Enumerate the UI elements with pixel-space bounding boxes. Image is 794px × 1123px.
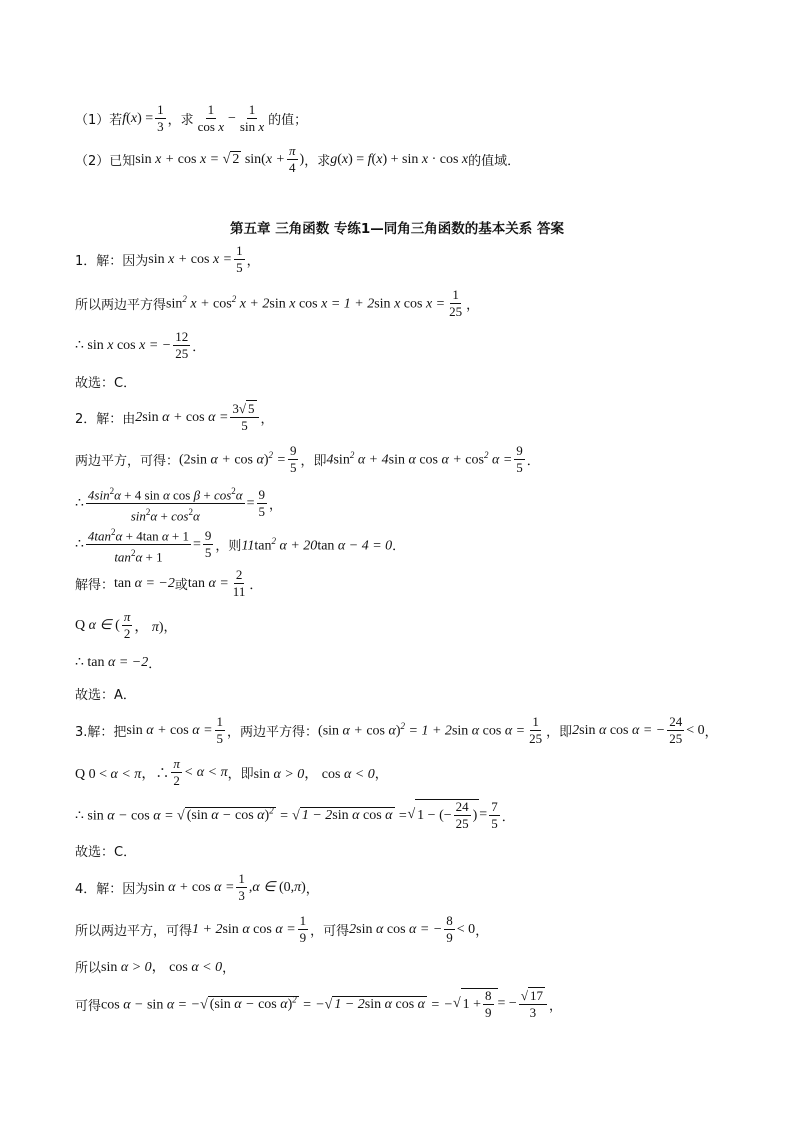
math: tan α = <box>187 575 229 591</box>
fraction: $\frac{1}{25}$ <box>449 287 463 319</box>
fraction: $\frac{\pi}{2}$ <box>173 756 180 788</box>
fraction: $\frac{1}{25}$ <box>529 714 543 746</box>
text: 两边平方，可得： <box>75 454 180 469</box>
answer-4-line-3: 所以 sin α > 0， cos α < 0 ， <box>75 956 235 976</box>
fraction: $\frac{7}{5}$ <box>491 798 498 831</box>
text: 3.解：把 <box>75 725 127 740</box>
fraction: $\frac{1}{\text{cos x}}$ <box>197 102 225 134</box>
math: $\sin^2 x + \cos^2 x + 2\sin$ x cos x = 1 + 2sin x cos x = <box>166 294 446 312</box>
fraction: $\frac{1}{3}$ <box>238 871 245 903</box>
math: < α < π <box>183 764 228 780</box>
math: Q 0 < α < π，∴ <box>75 766 170 782</box>
math: ,α ∈ (0,π) <box>248 880 306 895</box>
fraction: $\frac{4\sin^2\alpha + 4 \sin \alpha \cos \beta + \cos^2\alpha}{\sin^2\alpha + \cos^2\alpha}$ <box>87 486 243 524</box>
fraction: $\frac{\pi}{2}$ <box>123 609 131 641</box>
text: 故选：A． <box>75 688 136 703</box>
text: ，则 <box>215 539 242 555</box>
fraction: $\frac{8}{9}$ <box>446 913 453 945</box>
fraction: $\frac{2}{11}$ <box>232 567 246 599</box>
text: 故选：C． <box>75 376 137 391</box>
fraction: $\frac{1}{5}$ <box>236 243 243 275</box>
text: 所以 <box>75 960 102 976</box>
answer-3-choice <box>75 841 136 860</box>
math: (sin α + cos α)$^2$ = 1 + 2sin α cos α = <box>318 721 526 739</box>
text: 4．解：因为 <box>75 882 149 897</box>
answer-2-line-5: 解得： tan α = −2 或 tan α = $\frac{2}{11}$ ． <box>75 567 263 599</box>
math: tan α = −2 <box>114 575 175 591</box>
text: 解得： <box>75 578 115 593</box>
answer-3-line-3: ∴ sin α − cos α = √ (sin α − cos α)$^2$ = √ 1 − 2sin α cos α = √ 1 − (− $\frac{24}{25}$ ) = $\frac{7}{5}$ ． <box>75 798 515 831</box>
answer-1-line-1: 1．解：因为 sin x + cos x = $\frac{1}{5}$ ， <box>75 243 260 275</box>
fraction: $\frac{8}{9}$ <box>485 988 492 1020</box>
answer-title: 第五章 三角函数 专练1—同角三角函数的基本关系 答案 <box>230 221 564 237</box>
math: Q α ∈ ( <box>75 618 120 633</box>
fraction: $\frac{1}{9}$ <box>299 913 307 945</box>
math: sin α + cos α = <box>126 722 213 738</box>
answer-2-line-1: 2．解：由 2sin α + cos α = $\frac{3√ 5}{5}$ ， <box>75 401 274 433</box>
answer-1-line-2: 所以两边平方得 $\sin^2 x + \cos^2 x + 2\sin$ x cos x = 1 + 2sin x cos x = $\frac{1}{25}$ ， <box>75 287 480 319</box>
q1-mid: ，求 <box>167 113 194 128</box>
answer-1-line-3: ∴ sin x cos x = − $\frac{12}{25}$ ． <box>75 329 206 361</box>
q1-prefix: （1）若 <box>75 113 123 128</box>
text: 故选：C． <box>75 845 137 860</box>
fraction: $\frac{1}{5}$ <box>216 714 224 746</box>
answer-1-choice <box>75 372 136 391</box>
text: 或 <box>174 578 188 593</box>
text: ，即 <box>227 767 254 782</box>
answer-2-line-6: Q α ∈ ( $\frac{\pi}{2}$ ， π) ， <box>75 609 177 641</box>
text: 可得 <box>75 998 102 1014</box>
text: ，即 <box>546 725 573 740</box>
answer-4-line-2: 所以两边平方，可得 1 + 2sin α cos α = $\frac{1}{9}$ ，可得 2sin α cos α = − $\frac{8}{9}$ < 0 ， <box>75 913 489 945</box>
answer-3-line-2: Q 0 < α < π，∴ $\frac{\pi}{2}$ < α < π ，即 sin α > 0， cos α < 0 ， <box>75 756 388 788</box>
math: ∴ sin α − cos α = √ (sin α − cos α)$^2$ = √ 1 − 2sin α cos α = <box>75 805 408 824</box>
math: sin x + cos x = <box>148 251 233 267</box>
answer-4-line-1: 4．解：因为 sin α + cos α = $\frac{1}{3}$ ,α ∈ (0,π) ， <box>75 871 319 903</box>
text: ，即 <box>300 454 327 469</box>
answer-2-line-2: 两边平方，可得： (2sin α + cos α)$^2$ = $\frac{9}{5}$ ，即 $4\sin^2$ α + 4sin α $\cos \alpha + \cos^2 \alpha$ = $\frac{9}{5}$ ． <box>75 443 540 475</box>
text: 所以两边平方，可得 <box>75 924 193 939</box>
fraction: $\frac{√ 17}{3}$ <box>519 989 547 1020</box>
math: (2sin α + cos α)$^2$ = <box>179 450 286 468</box>
answer-2-line-7: ∴ tan α = −2 ． <box>75 655 162 672</box>
math: f <box>122 110 127 126</box>
fraction: $\frac{1}{\text{sin x}}$ <box>239 102 265 134</box>
math: $4\sin^2$ α + 4sin α $\cos \alpha + \cos^2 \alpha$ = <box>326 450 513 468</box>
fraction: $\frac{9}{5}$ <box>258 487 266 520</box>
math: g(x) = f(x) + sin x · cos x <box>330 151 469 167</box>
fraction: $\frac{9}{5}$ <box>516 443 523 475</box>
fraction: $\frac{12}{25}$ <box>175 329 189 361</box>
answer-3-line-1: 3.解：把 sin α + cos α = $\frac{1}{5}$ ，两边平方得： (sin α + cos α)$^2$ = 1 + 2sin α cos α = $\frac{1}{25}$ ，即 2sin α cos α = − $\frac{24}{25}$ < 0 ， <box>75 714 718 746</box>
math: ， π) <box>134 619 164 635</box>
q2-prefix: （2）已知 <box>75 154 136 169</box>
math: 1 + 2sin α cos α = <box>192 921 296 937</box>
q2-mid: ，求 <box>304 154 331 169</box>
math: 2sin α cos α = − <box>349 921 443 937</box>
math: ∴ sin x cos x = − <box>75 338 172 353</box>
math: $11\tan^2$ α + 20tan α − 4 = 0 <box>241 535 393 554</box>
math: sin α + cos α = <box>148 879 235 895</box>
math: cos α − sin α = −√ (sin α − cos α)$^2$ = −√ 1 − 2sin α cos α = − <box>101 994 453 1013</box>
fraction: $\frac{4\tan^2\alpha + 4\tan \alpha + 1}{\tan^2\alpha + 1}$ <box>87 527 190 565</box>
math: sin α > 0， cos α < 0 <box>101 960 223 975</box>
math: sin α > 0， cos α < 0 <box>253 766 375 782</box>
answer-4-line-4: 可得 cos α − sin α = −√ (sin α − cos α)$^2$ = −√ 1 − 2sin α cos α = − √ 1 + $\frac{8}{9}$ = − $\frac{√ 17}{3}$ ， <box>75 987 562 1020</box>
text: 所以两边平方得 <box>75 298 167 313</box>
q1-suffix: 的值； <box>268 113 308 128</box>
fraction: $\frac{1}{3}$ <box>157 102 164 134</box>
fraction: $\frac{24}{25}$ <box>455 799 469 831</box>
q2-suffix: 的值域． <box>468 154 521 169</box>
text: ，可得 <box>310 924 350 939</box>
fraction: $\frac{\pi}{4}$ <box>289 143 296 175</box>
fraction: $\frac{9}{5}$ <box>289 443 297 475</box>
answer-2-choice <box>75 684 136 703</box>
math: ∴ tan α = −2 <box>75 655 149 670</box>
text: ，两边平方得： <box>227 725 319 740</box>
math: 2sin α cos α = − <box>572 722 666 738</box>
fraction: $\frac{24}{25}$ <box>669 714 683 746</box>
math: 2sin α + cos α = <box>135 409 229 425</box>
fraction: $\frac{9}{5}$ <box>204 528 212 561</box>
question-1: （1）若 f ( x ) = $\frac{1}{3}$ ，求 $\frac{1}{\text{cos x}}$ − $\frac{1}{\text{sin x}}$ 的值； <box>75 102 308 134</box>
answer-2-line-3: ∴ $\frac{4\sin^2\alpha + 4 \sin \alpha \cos \beta + \cos^2\alpha}{\sin^2\alpha + \cos^2\alpha}$ = $\frac{9}{5}$ ， <box>75 486 283 524</box>
answer-2-line-4: ∴ $\frac{4\tan^2\alpha + 4\tan \alpha + 1}{\tan^2\alpha + 1}$ = $\frac{9}{5}$ ，则 $11\tan^2$ α + 20tan α − 4 = 0 ． <box>75 527 406 565</box>
fraction: $\frac{3√ 5}{5}$ <box>230 402 258 433</box>
text: 1．解：因为 <box>75 254 149 269</box>
math: sin x + cos x = √ 2 sin(x + <box>135 151 285 167</box>
question-2: （2）已知 sin x + cos x = √ 2 sin(x + $\frac{\pi}{4}$ ) ，求 g(x) = f(x) + sin x · cos x 的值域． <box>75 143 521 175</box>
text: 2．解：由 <box>75 412 136 427</box>
